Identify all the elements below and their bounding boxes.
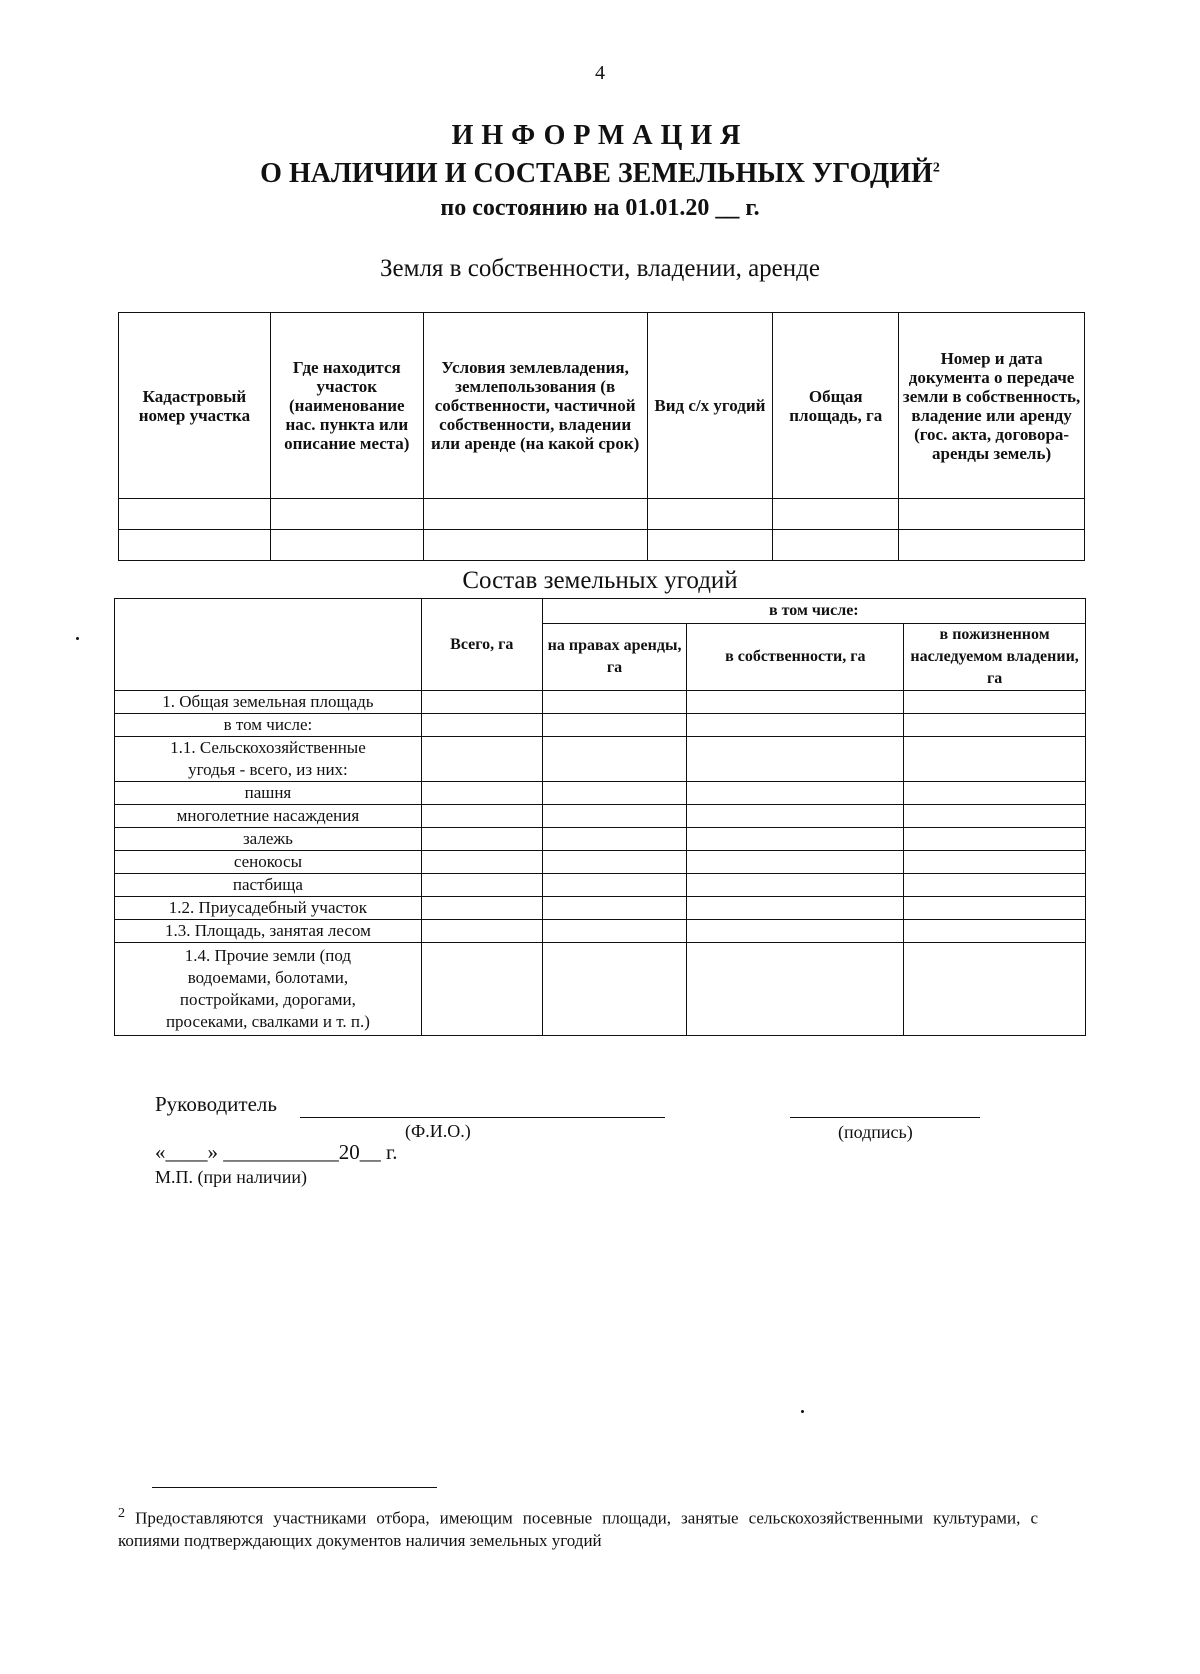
page-number: 4: [595, 62, 605, 84]
table-row: [115, 691, 1086, 714]
table-cell[interactable]: [904, 691, 1086, 714]
header-location: Где находится участок (наименование нас. пункта или описание места): [270, 313, 423, 499]
signature-line[interactable]: [790, 1117, 980, 1118]
row-label-including: в том числе:: [115, 714, 422, 737]
table-row: [115, 874, 1086, 897]
row-label-hayfields: сенокосы: [115, 851, 422, 874]
header-inherited: в пожизненном наследуемом владении, га: [904, 624, 1086, 691]
land-table-header: [119, 313, 1085, 499]
table-row: [115, 943, 1086, 1036]
table-row: [115, 805, 1086, 828]
table-row: [115, 782, 1086, 805]
table-cell[interactable]: [687, 782, 904, 805]
header-blank: [115, 599, 422, 691]
subtitle-footnote-mark: 2: [932, 160, 940, 176]
table-row: [119, 499, 1085, 530]
header-conditions: Условия землевладения, землепользования (в собственности, частичной собственности, владении или аренде (на какой срок): [423, 313, 647, 499]
row-label-perennial: многолетние насаждения: [115, 805, 422, 828]
header-ownership: в собственности, га: [687, 624, 904, 691]
table-cell[interactable]: [647, 499, 773, 530]
table-cell[interactable]: [904, 782, 1086, 805]
document-title: ИНФОРМАЦИЯ: [451, 120, 749, 151]
land-table: [118, 312, 1085, 561]
subtitle-text: О НАЛИЧИИ И СОСТАВЕ ЗЕМЕЛЬНЫХ УГОДИЙ: [260, 158, 933, 189]
footnote-mark: 2: [118, 1505, 126, 1521]
row-label-forest: 1.3. Площадь, занятая лесом: [115, 920, 422, 943]
table-cell[interactable]: [687, 897, 904, 920]
table-row: [115, 714, 1086, 737]
row-label-total-area: 1. Общая земельная площадь: [115, 691, 422, 714]
table-cell[interactable]: [542, 851, 687, 874]
table-cell[interactable]: [542, 897, 687, 920]
table-cell[interactable]: [687, 874, 904, 897]
table-cell[interactable]: [542, 782, 687, 805]
table-cell[interactable]: [542, 874, 687, 897]
row-label-arable: пашня: [115, 782, 422, 805]
row-label-household-plot: 1.2. Приусадебный участок: [115, 897, 422, 920]
table-cell[interactable]: [421, 691, 542, 714]
table-cell[interactable]: [119, 499, 271, 530]
table-cell[interactable]: [542, 737, 687, 782]
row-label-other-land: 1.4. Прочие земли (под водоемами, болотами, постройками, дорогами, просеками, свалками и т. п.): [115, 943, 422, 1036]
table-cell[interactable]: [421, 737, 542, 782]
table-row: [115, 897, 1086, 920]
signature-date-line: «____» ___________20__ г.: [155, 1140, 398, 1164]
table-cell[interactable]: [899, 530, 1085, 561]
composition-table: [114, 598, 1086, 1036]
table-cell[interactable]: [542, 920, 687, 943]
fio-label: (Ф.И.О.): [405, 1121, 471, 1141]
row-label-agricultural: 1.1. Сельскохозяйственные угодья - всего, из них:: [115, 737, 422, 782]
header-document: Номер и дата документа о передаче земли в собственность, владение или аренду (гос. акта, договора-аренды земель): [899, 313, 1085, 499]
table-cell[interactable]: [899, 499, 1085, 530]
table-cell[interactable]: [542, 828, 687, 851]
table-cell[interactable]: [542, 714, 687, 737]
table-cell[interactable]: [687, 828, 904, 851]
table-row: [115, 828, 1086, 851]
header-including: в том числе:: [542, 599, 1085, 624]
table-cell[interactable]: [687, 691, 904, 714]
table-cell[interactable]: [542, 943, 687, 1036]
table-cell[interactable]: [687, 805, 904, 828]
table-cell[interactable]: [270, 499, 423, 530]
table-cell[interactable]: [647, 530, 773, 561]
table-cell[interactable]: [773, 530, 899, 561]
table-cell[interactable]: [421, 782, 542, 805]
composition-heading: Состав земельных угодий: [462, 567, 738, 594]
table-cell[interactable]: [687, 851, 904, 874]
fio-line[interactable]: [300, 1117, 665, 1118]
table-cell[interactable]: [904, 805, 1086, 828]
table-cell[interactable]: [773, 499, 899, 530]
header-land-type: Вид с/х угодий: [647, 313, 773, 499]
signature-label: (подпись): [838, 1122, 913, 1142]
table-cell[interactable]: [423, 499, 647, 530]
header-total: Всего, га: [421, 599, 542, 691]
table-row: [115, 737, 1086, 782]
footnote-rule: [152, 1487, 437, 1488]
table-cell[interactable]: [687, 714, 904, 737]
table-cell[interactable]: [904, 828, 1086, 851]
table-cell[interactable]: [542, 691, 687, 714]
table-cell[interactable]: [904, 943, 1086, 1036]
header-cadastral-number: Кадастровый номер участка: [119, 313, 271, 499]
table-cell[interactable]: [421, 805, 542, 828]
row-label-fallow: залежь: [115, 828, 422, 851]
table-cell[interactable]: [421, 828, 542, 851]
table-cell[interactable]: [421, 943, 542, 1036]
table-cell[interactable]: [421, 897, 542, 920]
footnote-text: Предоставляются участниками отбора, имеющим посевные площади, занятые сельскохозяйственными культурами, с копиями подтверждающих документов наличия земельных угодий: [118, 1508, 1039, 1550]
table-cell[interactable]: [119, 530, 271, 561]
table-cell[interactable]: [904, 874, 1086, 897]
header-lease: на правах аренды, га: [542, 624, 687, 691]
table-cell[interactable]: [423, 530, 647, 561]
table-cell[interactable]: [421, 851, 542, 874]
date-line: по состоянию на 01.01.20 __ г.: [440, 195, 760, 221]
table-cell[interactable]: [687, 737, 904, 782]
table-cell[interactable]: [904, 920, 1086, 943]
head-label: Руководитель: [155, 1092, 277, 1116]
scan-speck: [801, 1410, 804, 1413]
footnote: [118, 1502, 1038, 1552]
table-cell[interactable]: [421, 874, 542, 897]
header-total-area: Общая площадь, га: [773, 313, 899, 499]
table-cell[interactable]: [687, 943, 904, 1036]
stamp-label: М.П. (при наличии): [155, 1167, 307, 1187]
land-section-heading: Земля в собственности, владении, аренде: [380, 255, 820, 282]
row-label-pastures: пастбища: [115, 874, 422, 897]
table-cell[interactable]: [904, 851, 1086, 874]
table-cell[interactable]: [687, 920, 904, 943]
document-subtitle: [0, 158, 1200, 190]
table-cell[interactable]: [421, 920, 542, 943]
table-row: [119, 530, 1085, 561]
scan-speck: [76, 637, 79, 640]
table-row: [115, 851, 1086, 874]
table-cell[interactable]: [421, 714, 542, 737]
table-cell[interactable]: [542, 805, 687, 828]
table-cell[interactable]: [904, 714, 1086, 737]
table-cell[interactable]: [904, 737, 1086, 782]
table-cell[interactable]: [904, 897, 1086, 920]
composition-header-row-1: [115, 599, 1086, 624]
table-cell[interactable]: [270, 530, 423, 561]
table-row: [115, 920, 1086, 943]
